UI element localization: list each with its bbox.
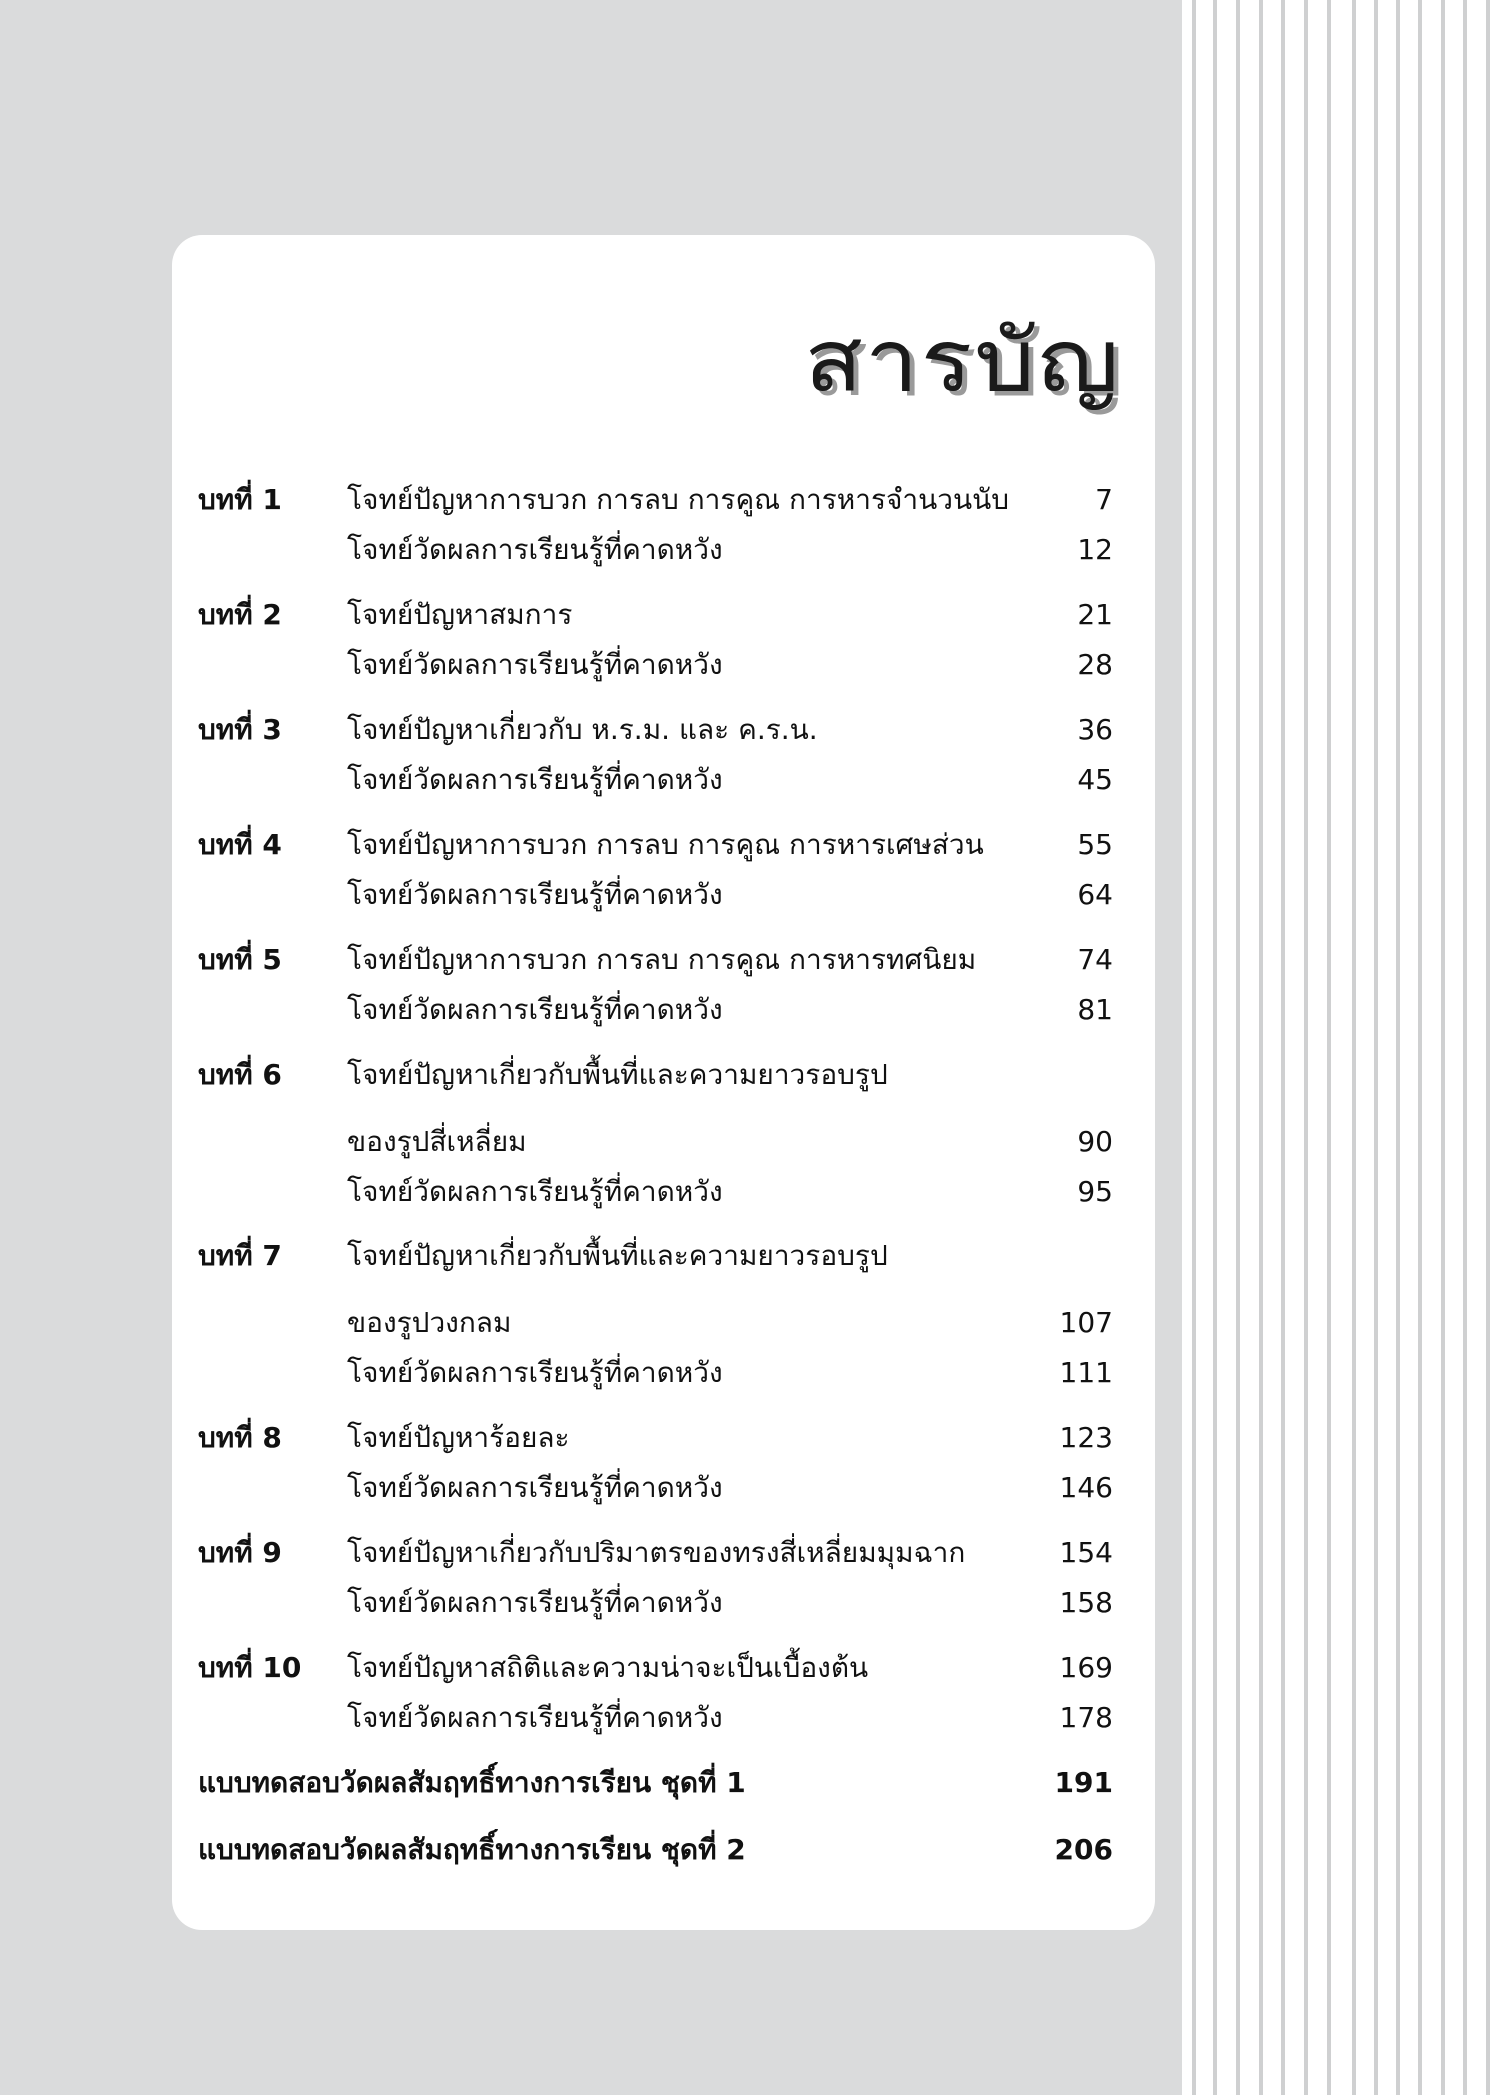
entry-title: โจทย์วัดผลการเรียนรู้ที่คาดหวัง bbox=[347, 1701, 723, 1734]
entry-title: โจทย์วัดผลการเรียนรู้ที่คาดหวัง bbox=[347, 648, 723, 681]
page-number: 95 bbox=[1077, 1175, 1113, 1208]
page-number: 45 bbox=[1077, 763, 1113, 796]
entry-title: ของรูปวงกลม bbox=[347, 1306, 512, 1339]
toc-entry[interactable] bbox=[172, 1466, 1155, 1510]
toc-entry[interactable] bbox=[172, 708, 1155, 752]
decorative-stripes bbox=[1182, 0, 1504, 2095]
toc-entry[interactable] bbox=[172, 1696, 1155, 1740]
entry-title: โจทย์ปัญหาเกี่ยวกับ ห.ร.ม. และ ค.ร.น. bbox=[347, 713, 818, 746]
page-number: 74 bbox=[1077, 943, 1113, 976]
entry-title: โจทย์ปัญหาเกี่ยวกับพื้นที่และความยาวรอบรูป bbox=[347, 1058, 888, 1091]
entry-title: ของรูปสี่เหลี่ยม bbox=[347, 1125, 527, 1158]
toc-entry[interactable] bbox=[172, 1416, 1155, 1460]
stripe-line bbox=[1418, 0, 1422, 2095]
entry-title: โจทย์ปัญหาการบวก การลบ การคูณ การหารจำนวนนับ bbox=[347, 483, 1010, 516]
entry-title: โจทย์ปัญหาการบวก การลบ การคูณ การหารทศนิยม bbox=[347, 943, 977, 976]
toc-entry[interactable] bbox=[172, 1120, 1155, 1164]
chapter-label: บทที่ 1 bbox=[198, 483, 282, 516]
toc-entry[interactable] bbox=[172, 873, 1155, 917]
toc-entry[interactable] bbox=[172, 988, 1155, 1032]
chapter-label: บทที่ 5 bbox=[198, 943, 282, 976]
page-number: 123 bbox=[1059, 1421, 1113, 1454]
chapter-label: บทที่ 2 bbox=[198, 598, 282, 631]
chapter-label: บทที่ 7 bbox=[198, 1239, 282, 1272]
page-number: 111 bbox=[1059, 1356, 1113, 1389]
toc-entry[interactable] bbox=[172, 758, 1155, 802]
entry-title: โจทย์วัดผลการเรียนรู้ที่คาดหวัง bbox=[347, 763, 723, 796]
page-number: 64 bbox=[1077, 878, 1113, 911]
stripe-line bbox=[1486, 0, 1490, 2095]
entry-title: โจทย์ปัญหาการบวก การลบ การคูณ การหารเศษส่วน bbox=[347, 828, 984, 861]
toc-entry[interactable] bbox=[172, 1531, 1155, 1575]
stripe-line bbox=[1396, 0, 1400, 2095]
page-number: 28 bbox=[1077, 648, 1113, 681]
entry-title: โจทย์ปัญหาเกี่ยวกับปริมาตรของทรงสี่เหลี่ยมมุมฉาก bbox=[347, 1536, 966, 1569]
stripe-line bbox=[1192, 0, 1196, 2095]
page-number: 191 bbox=[1054, 1766, 1113, 1799]
toc-entry[interactable] bbox=[172, 1761, 1155, 1805]
page-number: 36 bbox=[1077, 713, 1113, 746]
stripe-line bbox=[1441, 0, 1445, 2095]
toc-entry[interactable] bbox=[172, 528, 1155, 572]
page-number: 146 bbox=[1059, 1471, 1113, 1504]
chapter-label: บทที่ 3 bbox=[198, 713, 282, 746]
entry-title: โจทย์ปัญหาสมการ bbox=[347, 598, 573, 631]
stripe-line bbox=[1352, 0, 1356, 2095]
chapter-label: บทที่ 9 bbox=[198, 1536, 282, 1569]
page-number: 206 bbox=[1054, 1833, 1113, 1866]
toc-entry[interactable] bbox=[172, 478, 1155, 522]
toc-entry[interactable] bbox=[172, 1828, 1155, 1872]
page-number: 107 bbox=[1059, 1306, 1113, 1339]
page-number: 154 bbox=[1059, 1536, 1113, 1569]
toc-entry[interactable] bbox=[172, 643, 1155, 687]
toc-entry[interactable] bbox=[172, 1351, 1155, 1395]
stripe-line bbox=[1327, 0, 1331, 2095]
stripe-line bbox=[1374, 0, 1378, 2095]
toc-entry[interactable] bbox=[172, 1646, 1155, 1690]
stripe-line bbox=[1213, 0, 1217, 2095]
stripe-line bbox=[1236, 0, 1240, 2095]
stripe-line bbox=[1281, 0, 1285, 2095]
chapter-label: บทที่ 6 bbox=[198, 1058, 282, 1091]
entry-title: โจทย์ปัญหาเกี่ยวกับพื้นที่และความยาวรอบรูป bbox=[347, 1239, 888, 1272]
toc-entry[interactable] bbox=[172, 593, 1155, 637]
toc-list bbox=[172, 235, 1155, 1930]
toc-entry[interactable] bbox=[172, 1170, 1155, 1214]
toc-entry[interactable] bbox=[172, 1234, 1155, 1278]
page-number: 169 bbox=[1059, 1651, 1113, 1684]
stripe-line bbox=[1463, 0, 1467, 2095]
page-title: สารบัญ bbox=[804, 310, 1121, 412]
entry-title: โจทย์วัดผลการเรียนรู้ที่คาดหวัง bbox=[347, 1356, 723, 1389]
entry-title: แบบทดสอบวัดผลสัมฤทธิ์ทางการเรียน ชุดที่ 2 bbox=[198, 1833, 746, 1866]
entry-title: โจทย์วัดผลการเรียนรู้ที่คาดหวัง bbox=[347, 533, 723, 566]
entry-title: แบบทดสอบวัดผลสัมฤทธิ์ทางการเรียน ชุดที่ 1 bbox=[198, 1766, 746, 1799]
toc-entry[interactable] bbox=[172, 823, 1155, 867]
toc-entry[interactable] bbox=[172, 1581, 1155, 1625]
entry-title: โจทย์วัดผลการเรียนรู้ที่คาดหวัง bbox=[347, 878, 723, 911]
page-number: 7 bbox=[1095, 483, 1113, 516]
toc-entry[interactable] bbox=[172, 938, 1155, 982]
toc-card bbox=[172, 235, 1155, 1930]
page-number: 55 bbox=[1077, 828, 1113, 861]
page-number: 21 bbox=[1077, 598, 1113, 631]
page-number: 178 bbox=[1059, 1701, 1113, 1734]
page-number: 158 bbox=[1059, 1586, 1113, 1619]
entry-title: โจทย์วัดผลการเรียนรู้ที่คาดหวัง bbox=[347, 1586, 723, 1619]
chapter-label: บทที่ 4 bbox=[198, 828, 282, 861]
stripe-line bbox=[1259, 0, 1263, 2095]
toc-entry[interactable] bbox=[172, 1053, 1155, 1097]
chapter-label: บทที่ 10 bbox=[198, 1651, 302, 1684]
entry-title: โจทย์วัดผลการเรียนรู้ที่คาดหวัง bbox=[347, 1175, 723, 1208]
page-number: 12 bbox=[1077, 533, 1113, 566]
entry-title: โจทย์วัดผลการเรียนรู้ที่คาดหวัง bbox=[347, 1471, 723, 1504]
chapter-label: บทที่ 8 bbox=[198, 1421, 282, 1454]
page-number: 81 bbox=[1077, 993, 1113, 1026]
page-number: 90 bbox=[1077, 1125, 1113, 1158]
toc-entry[interactable] bbox=[172, 1301, 1155, 1345]
stripe-line bbox=[1304, 0, 1308, 2095]
entry-title: โจทย์วัดผลการเรียนรู้ที่คาดหวัง bbox=[347, 993, 723, 1026]
entry-title: โจทย์ปัญหาสถิติและความน่าจะเป็นเบื้องต้น bbox=[347, 1651, 869, 1684]
entry-title: โจทย์ปัญหาร้อยละ bbox=[347, 1421, 570, 1454]
